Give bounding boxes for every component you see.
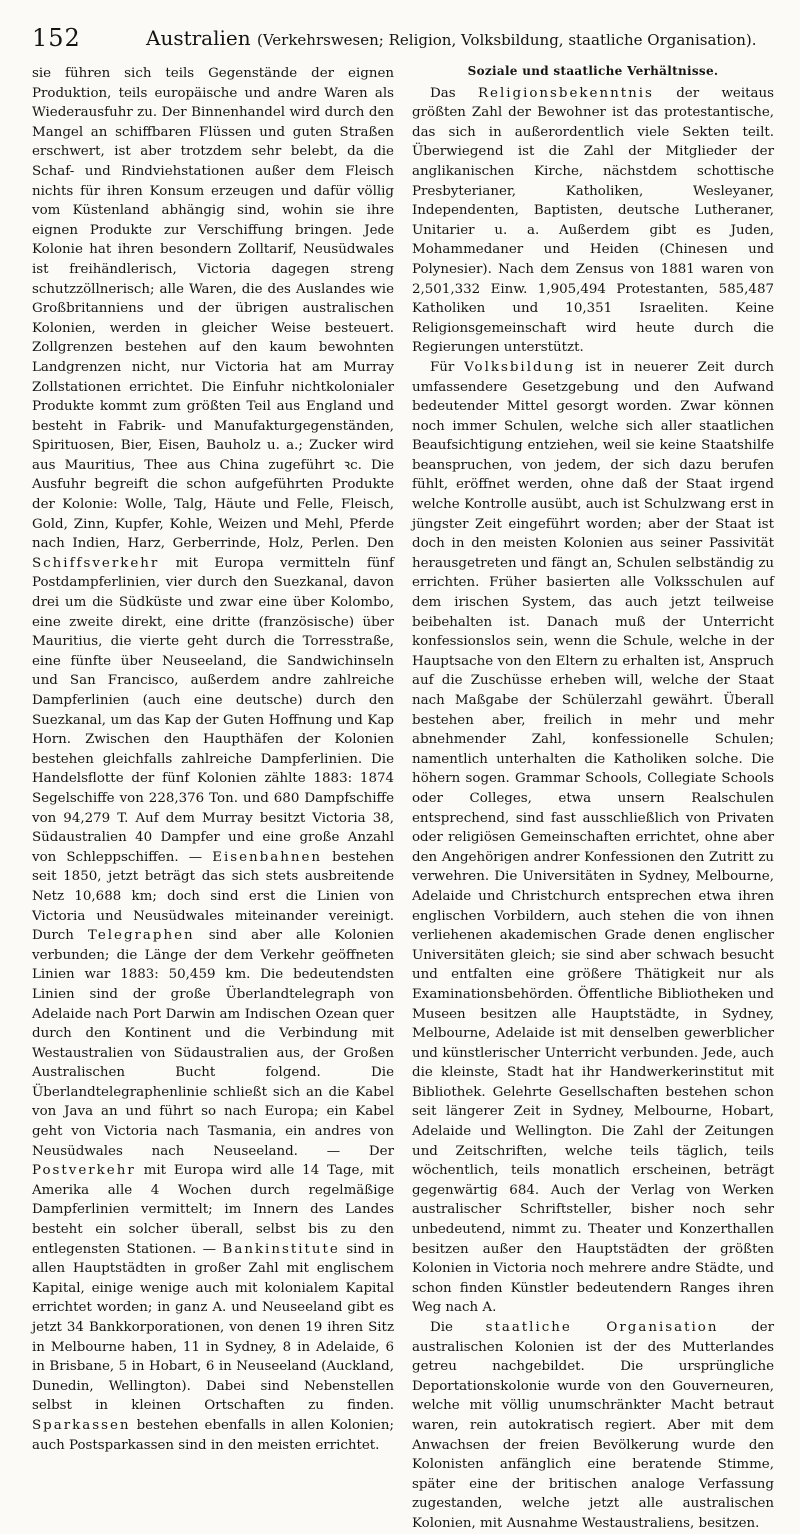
- term-religionsbekenntnis: Religionsbekenntnis: [477, 85, 654, 101]
- paragraph-trade: [32, 64, 394, 1455]
- term-eisenbahnen: Eisenbahnen: [212, 849, 323, 865]
- running-head-subtitle: (Verkehrswesen; Religion, Volksbildung, staatliche Organisation).: [256, 31, 757, 49]
- page-number: 152: [32, 24, 81, 52]
- text-run: der weitaus größten Zahl der Bewohner ist das protestantische, das sich in außerordentlich viele Sekten teilt. Überwiegend ist die Zahl der Mitglieder der anglikanischen Kirche, nächstdem schottische Presbyterianer, Katholiken, Wesleyaner, Independenten, Baptisten, deutsche Lutheraner, Unitarier u. a. Außerdem gibt es Juden, Mohammedaner und Heiden (Chinesen und Polynesier). Nach dem Zensus von 1881 waren von 2,501,332 Einw. 1,905,494 Protestanten, 585,487 Katholiken und 10,351 Israeliten. Keine Religionsgemeinschaft wird heute durch die Regierungen unterstützt.: [412, 85, 774, 356]
- term-staatliche-organisation: staatliche Organisation: [485, 1320, 719, 1335]
- term-telegraphen: Telegraphen: [87, 928, 195, 944]
- term-sparkassen: Sparkassen: [32, 1417, 131, 1433]
- paragraph-organisation: [412, 1318, 774, 1534]
- running-head: [146, 26, 757, 50]
- text-run: sind aber alle Kolonien verbunden; die Länge der dem Verkehr geöffneten Linien war 1883: 50,459 km. Die bedeutendsten Linien sind der große Überlandtelegraph von Adelaide nach Port Darwin am Indischen Ozean quer durch den Kontinent und die Verbindung mit Westaustralien von Südaustralien aus, der Großen Australischen Bucht folgend. Die Überlandtelegraphenlinie schließt sich an die Kabel von Java an und führt so nach Europa; ein Kabel geht von Victoria nach Tasmania, ein andres von Neusüdwales nach Neuseeland. — Der: [32, 928, 394, 1159]
- term-postverkehr: Postverkehr: [32, 1163, 136, 1179]
- term-bankinstitute: Bankinstitute: [222, 1241, 340, 1257]
- left-column: [32, 64, 395, 1453]
- text-run: mit Europa wird alle 14 Tage, mit Amerika alle 4 Wochen durch regelmäßige Dampferlinien vermittelt; im Innern des Landes besteht ein solcher überall, selbst bis zu den entlegensten Stationen. —: [32, 1163, 394, 1257]
- text-run: ist in neuerer Zeit durch umfassendere Gesetzgebung und den Aufwand bedeutender Mittel gesorgt worden. Zwar können noch immer Schulen, welche sich aller staatlichen Beaufsichtigung entziehen, weil sie keine Staatshilfe beanspruchen, von jedem, der sich dazu berufen fühlt, eröffnet werden, ohne daß der Staat irgend welche Kontrolle ausübt, auch ist Schulzwang erst in jüngster Zeit eingeführt worden; aber der Staat ist doch in den meisten Kolonien aus seiner Passivität herausgetreten und fängt an, Schulen selbständig zu errichten. Früher basierten alle Volksschulen auf dem irischen System, das auch jetzt teilweise beibehalten ist. Danach muß der Unterricht konfessionslos sein, wenn die Schule, welche in der Hauptsache von den Eltern zu erhalten ist, Anspruch auf die Zuschüsse erheben will, welche der Staat nach Maßgabe der Schülerzahl gewährt. Überall bestehen aber, freilich in mehr und mehr abnehmender Zahl, konfessionelle Schulen; namentlich unterhalten die Katholiken solche. Die höhern sogen. Grammar Schools, Collegiate Schools oder Colleges, etwa unsern Realschulen entsprechend, sind fast ausschließlich von Privaten oder religiösen Gemeinschaften errichtet, ohne aber den Angehörigen andrer Konfessionen den Zutritt zu verwehren. Die Universitäten in Sydney, Melbourne, Adelaide und Christchurch entsprechen etwa ihren englischen Vorbildern, auch stehen die von ihnen verliehenen akademischen Grade denen englischer Universitäten gleich; sie sind aber schwach besucht und entfalten eine größere Thätigkeit nur als Examinationsbehörden. Öffentliche Bibliotheken und Museen besitzen alle Hauptstädte, in Sydney, Melbourne, Adelaide ist mit denselben gewerblicher und künstlerischer Unterricht verbunden. Jede, auch die kleinste, Stadt hat ihr Handwerkerinstitut mit Bibliothek. Gelehrte Gesellschaften bestehen schon seit längerer Zeit in Sydney, Melbourne, Hobart, Adelaide und Wellington. Die Zahl der Zeitungen und Zeitschriften, welche teils täglich, teils wöchentlich, teils monatlich erscheinen, beträgt gegenwärtig 684. Auch der Verlag von Werken australischer Schriftsteller, bisher noch sehr unbedeutend, nimmt zu. Theater und Konzerthallen besitzen außer den Hauptstädten der größten Kolonien in Victoria noch mehrere andre Städte, und schon finden Künstler bedeutendern Ranges ihren Weg nach A.: [412, 359, 774, 1316]
- text-run: bestehen seit 1850, jetzt beträgt das sich stets ausbreitende Netz 10,688 km; doch sind erst die Linien von Victoria und Neusüdwales miteinander vereinigt. Durch: [32, 849, 395, 944]
- term-schiffsverkehr: Schiffsverkehr: [32, 555, 160, 571]
- text-run: mit Europa vermitteln fünf Postdampferlinien, vier durch den Suezkanal, davon drei um die Südküste und zwar eine über Kolombo, eine zweite direkt, eine dritte (französische) über Mauritius, die vierte geht durch die Torresstraße, eine fünfte über Neuseeland, die Sandwichinseln und San Francisco, außerdem andre zahlreiche Dampferlinien (auch eine deutsche) durch den Suezkanal, um das Kap der Guten Hoffnung und Kap Horn. Zwischen den Haupthäfen der Kolonien bestehen gleichfalls zahlreiche Dampferlinien. Die Handelsflotte der fünf Kolonien zählte 1883: 1874 Segelschiffe von 228,376 Ton. und 680 Dampfschiffe von 94,279 T. Auf dem Murray besitzt Victoria 38, Südaustralien 40 Dampfer und eine große Anzahl von Schleppschiffen. —: [32, 555, 394, 865]
- section-heading: Soziale und staatliche Verhältnisse.: [467, 64, 719, 78]
- text-run: bestehen ebenfalls in allen Kolonien; auch Postsparkassen sind in den meisten errichtet.: [32, 1417, 394, 1453]
- paragraph-volksbildung: [412, 358, 774, 1318]
- text-run: Die: [430, 1320, 453, 1335]
- text-columns: [32, 64, 774, 1531]
- text-run: Das: [430, 85, 456, 101]
- paragraph-religion: [412, 84, 774, 358]
- right-column: [412, 64, 774, 1531]
- running-head-title: Australien: [146, 26, 251, 50]
- text-run: sie führen sich teils Gegenstände der eignen Produktion, teils europäische und andre Waren als Wiederausfuhr zu. Der Binnenhandel wird durch den Mangel an schiffbaren Flüssen und guten Straßen erschwert, ist aber trotzdem sehr belebt, da die Schaf- und Rindviehstationen außer dem Fleisch nichts für ihren Konsum erzeugen und dafür völlig vom Küstenland abhängig sind, wohin sie ihre eignen Produkte zur Verschiffung bringen. Jede Kolonie hat ihren besondern Zolltarif, Neusüdwales ist freihändlerisch, Victoria dagegen streng schutzzöllnerisch; alle Waren, die des Auslandes wie Großbritanniens und der übrigen australischen Kolonien, werden in gleicher Weise besteuert. Zollgrenzen bestehen auf den kaum bewohnten Landgrenzen nicht, nur Victoria hat am Murray Zollstationen errichtet. Die Einfuhr nichtkolonialer Produkte kommt zum größten Teil aus England und besteht in Fabrik- und Manufakturgegenständen, Spirituosen, Bier, Eisen, Bauholz u. a.; Zucker wird aus Mauritius, Thee aus China zugeführt ꝛc. Die Ausfuhr begreift die schon aufgeführten Produkte der Kolonie: Wolle, Talg, Häute und Felle, Fleisch, Gold, Zinn, Kupfer, Kohle, Weizen und Mehl, Pferde nach Indien, Harz, Gerberrinde, Holz, Perlen. Den: [32, 66, 394, 552]
- term-volksbildung: Volksbildung: [464, 359, 576, 375]
- text-run: sind in allen Hauptstädten in großer Zahl mit englischem Kapital, einige wenige auch mit kolonialem Kapital errichtet worden; in ganz A. und Neuseeland gibt es jetzt 34 Bankkorporationen, von denen 19 ihren Sitz in Melbourne haben, 11 in Sydney, 8 in Adelaide, 6 in Brisbane, 5 in Hobart, 6 in Neuseeland (Auckland, Dunedin, Wellington). Dabei sind Nebenstellen selbst in kleinen Ortschaften zu finden.: [32, 1241, 394, 1414]
- text-run: der australischen Kolonien ist der des Mutterlandes getreu nachgebildet. Die ursprüngliche Deportationskolonie wurde von den Gouverneuren, welche mit völlig unumschränkter Macht betraut waren, rein autokratisch regiert. Aber mit dem Anwachsen der freien Bevölkerung wurde den Kolonisten anfänglich eine beratende Stimme, später eine der britischen analoge Verfassung zugestanden, welche jetzt alle australischen Kolonien, mit Ausnahme Westaustraliens, besitzen.: [412, 1320, 774, 1531]
- page-header: [26, 22, 774, 58]
- text-run: Für: [430, 359, 455, 375]
